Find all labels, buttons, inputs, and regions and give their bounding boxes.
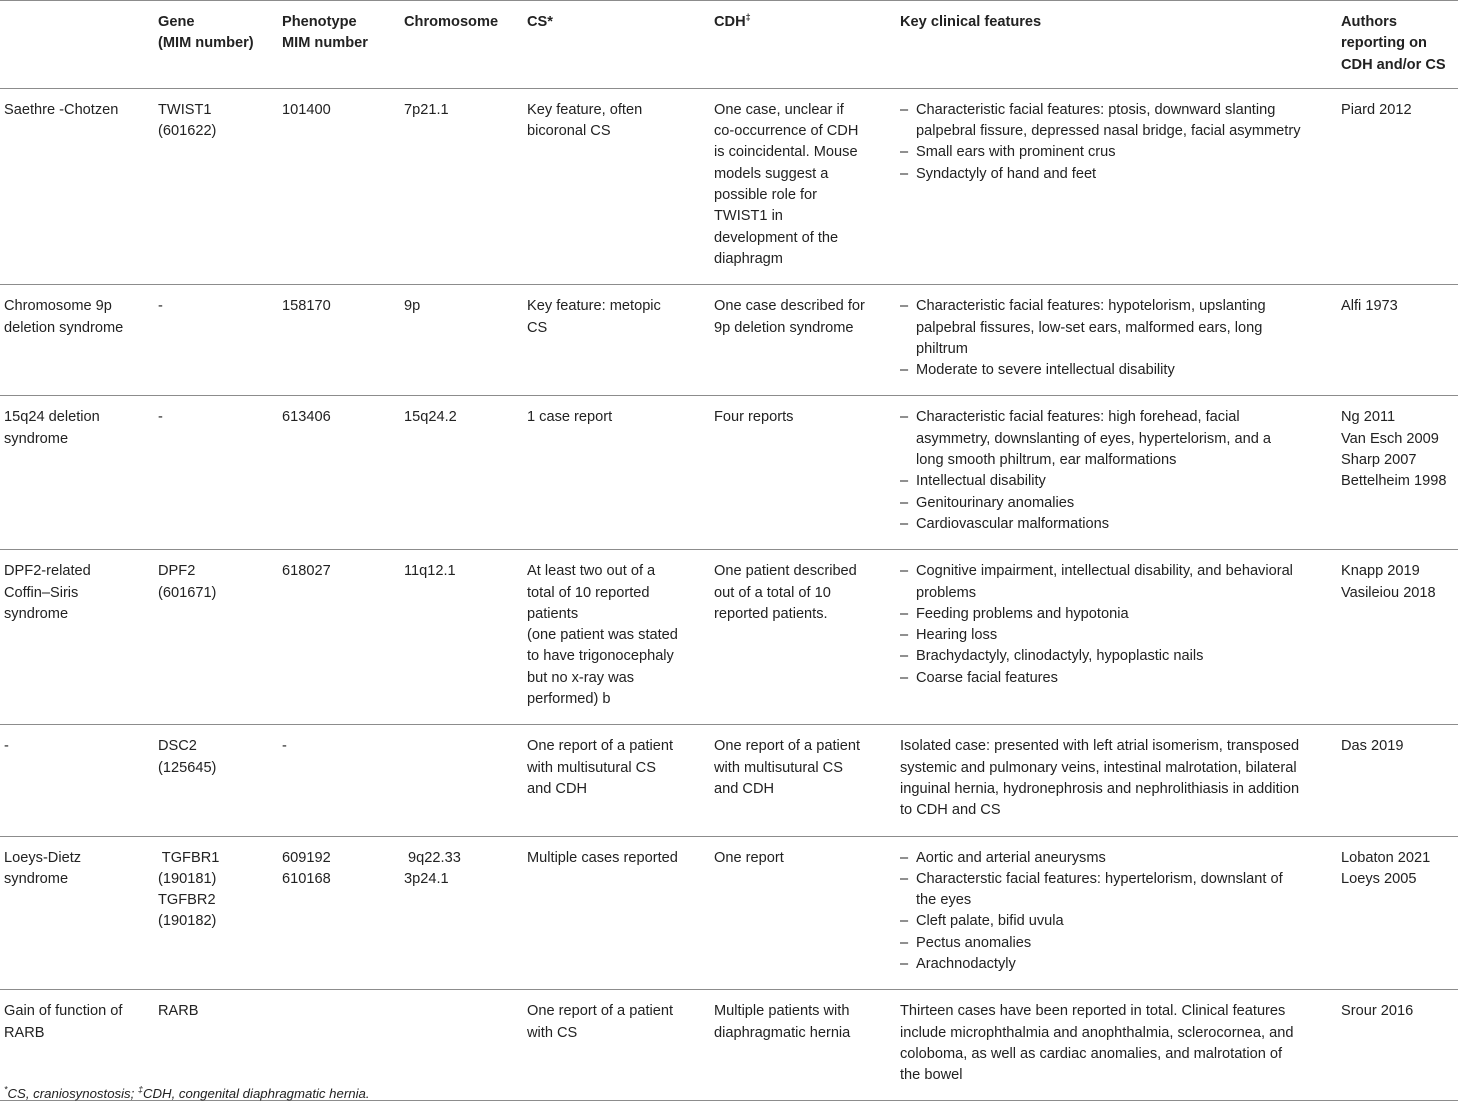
cell-line: philtrum xyxy=(916,340,968,357)
cell-cdh xyxy=(714,550,900,725)
cell-line: Gain of function of xyxy=(4,1003,123,1020)
cell-cdh xyxy=(714,88,900,284)
table-footnote xyxy=(4,1086,370,1102)
cell-line: – Cleft palate, bifid uvula xyxy=(916,913,1064,930)
cell-line: Thirteen cases have been reported in total. Clinical features xyxy=(900,1003,1286,1020)
cell-line: include microphthalmia and anophthalmia, sclerocornea, and xyxy=(900,1024,1294,1041)
cell-line: - xyxy=(282,738,287,755)
feature-item xyxy=(900,911,1341,932)
feature-list xyxy=(900,100,1341,185)
cell-cdh xyxy=(714,725,900,836)
cell-line: - xyxy=(158,298,163,315)
cell-chromosome xyxy=(404,990,527,1101)
cell-line: Multiple cases reported xyxy=(527,849,678,866)
footnote-text: CDH, congenital diaphragmatic hernia. xyxy=(143,1086,370,1101)
cell-line: RARB xyxy=(4,1024,45,1041)
feature-item xyxy=(900,296,1341,360)
cell-chromosome xyxy=(404,550,527,725)
cell-line: RARB xyxy=(158,1003,199,1020)
footnote-mark: * xyxy=(4,1084,8,1095)
cell-line: Key feature: metopic xyxy=(527,298,661,315)
cell-line: diaphragm xyxy=(714,250,783,267)
cell-line: development of the xyxy=(714,229,839,246)
cell-line: TGFBR2 xyxy=(158,892,216,909)
cell-line: – Characterstic facial features: hypertelorism, downslant of xyxy=(916,870,1283,887)
footnote-mark: ‡ xyxy=(137,1084,143,1095)
cell-line: One patient described xyxy=(714,563,857,580)
header-cdh-label: CDH xyxy=(714,14,746,30)
cell-line: Piard 2012 xyxy=(1341,101,1412,118)
cell-line: – Moderate to severe intellectual disability xyxy=(916,362,1175,379)
cell-line: TGFBR1 xyxy=(158,849,220,866)
cell-cdh xyxy=(714,285,900,396)
feature-item xyxy=(900,142,1341,163)
cell-line: total of 10 reported xyxy=(527,584,650,601)
cell-syndrome xyxy=(0,725,158,836)
cell-line: Loeys 2005 xyxy=(1341,870,1417,887)
cell-line: Alfi 1973 xyxy=(1341,298,1398,315)
table-row xyxy=(0,88,1458,284)
cell-syndrome xyxy=(0,990,158,1101)
cell-line: Ng 2011 xyxy=(1341,409,1396,426)
cell-line: – Small ears with prominent crus xyxy=(916,144,1116,161)
cell-line: – Cognitive impairment, intellectual disability, and behavioral xyxy=(916,563,1293,580)
header-authors xyxy=(1341,1,1458,89)
cell-features xyxy=(900,836,1341,990)
feature-item xyxy=(900,360,1341,381)
table-row xyxy=(0,396,1458,550)
cell-line: - xyxy=(4,738,9,755)
cell-cs xyxy=(527,836,714,990)
cell-line: 15q24.2 xyxy=(404,409,457,426)
cell-line: to CDH and CS xyxy=(900,802,1001,819)
cell-line: Isolated case: presented with left atrial isomerism, transposed xyxy=(900,738,1300,755)
feature-item xyxy=(900,493,1341,514)
cell-gene xyxy=(158,836,282,990)
cell-authors xyxy=(1341,725,1458,836)
cell-line: but no x-ray was xyxy=(527,669,635,686)
cell-line: with multisutural CS xyxy=(714,759,843,776)
header-line: Key clinical features xyxy=(900,14,1042,30)
cell-line: Bettelheim 1998 xyxy=(1341,473,1447,490)
cell-cdh xyxy=(714,836,900,990)
header-line: MIM number xyxy=(282,35,368,52)
feature-item xyxy=(900,848,1341,869)
cell-authors xyxy=(1341,990,1458,1101)
cell-features xyxy=(900,396,1341,550)
cell-line: 618027 xyxy=(282,563,331,580)
cell-syndrome xyxy=(0,836,158,990)
cell-line: 9q22.33 xyxy=(404,849,461,866)
table-row xyxy=(0,725,1458,836)
footnote-text: CS, craniosynostosis; xyxy=(7,1086,138,1101)
cell-line: Key feature, often xyxy=(527,101,643,118)
cell-cs xyxy=(527,88,714,284)
feature-item xyxy=(900,604,1341,625)
cell-line: (601671) xyxy=(158,584,217,601)
feature-item xyxy=(900,646,1341,667)
cell-line: with CS xyxy=(527,1024,578,1041)
cell-line: palpebral fissures, low-set ears, malformed ears, long xyxy=(916,319,1263,336)
cell-cs xyxy=(527,550,714,725)
header-cs-mark: * xyxy=(547,14,553,30)
cell-line: performed) b xyxy=(527,691,611,708)
cell-phenotype xyxy=(282,836,404,990)
cell-gene xyxy=(158,396,282,550)
cell-line: One report of a patient xyxy=(714,738,861,755)
cell-features xyxy=(900,990,1341,1101)
cell-line: syndrome xyxy=(4,870,69,887)
feature-item xyxy=(900,100,1341,143)
cell-line: inguinal hernia, hydronephrosis and nephrolithiasis in addition xyxy=(900,780,1300,797)
cell-line: (601622) xyxy=(158,123,217,140)
cell-chromosome xyxy=(404,285,527,396)
cell-line: One report of a patient xyxy=(527,738,674,755)
cell-line: Four reports xyxy=(714,409,794,426)
cell-syndrome xyxy=(0,285,158,396)
feature-item xyxy=(900,561,1341,604)
cell-features xyxy=(900,88,1341,284)
cell-line: One report xyxy=(714,849,784,866)
cell-line: TWIST1 xyxy=(158,101,212,118)
feature-list xyxy=(900,296,1341,381)
cell-line: co-occurrence of CDH xyxy=(714,123,859,140)
feature-item xyxy=(900,164,1341,185)
cell-line: 1 case report xyxy=(527,409,613,426)
cell-line: 3p24.1 xyxy=(404,870,449,887)
cell-line: syndrome xyxy=(4,605,69,622)
cell-line: – Feeding problems and hypotonia xyxy=(916,605,1129,622)
header-features xyxy=(900,1,1341,89)
cell-authors xyxy=(1341,550,1458,725)
cell-chromosome xyxy=(404,396,527,550)
cell-line: (190181) xyxy=(158,870,217,887)
cell-line: One report of a patient xyxy=(527,1003,674,1020)
cell-cdh xyxy=(714,990,900,1101)
cell-line: One case, unclear if xyxy=(714,101,844,118)
header-line: reporting on xyxy=(1341,35,1427,52)
cell-features xyxy=(900,550,1341,725)
cell-line: is coincidental. Mouse xyxy=(714,144,858,161)
feature-item xyxy=(900,933,1341,954)
cell-line: 613406 xyxy=(282,409,331,426)
cell-phenotype xyxy=(282,990,404,1101)
cell-authors xyxy=(1341,836,1458,990)
cell-gene xyxy=(158,725,282,836)
table-row xyxy=(0,285,1458,396)
table-row xyxy=(0,550,1458,725)
cell-line: DPF2-related xyxy=(4,563,91,580)
cell-line: TWIST1 in xyxy=(714,208,783,225)
header-cdh-mark: ‡ xyxy=(745,12,751,23)
cell-syndrome xyxy=(0,88,158,284)
cell-line: Chromosome 9p xyxy=(4,298,112,315)
header-line: Phenotype xyxy=(282,14,357,30)
cell-line: Das 2019 xyxy=(1341,738,1404,755)
header-line: Chromosome xyxy=(404,14,499,30)
cell-line: (125645) xyxy=(158,759,217,776)
feature-item xyxy=(900,668,1341,689)
cell-line: – Hearing loss xyxy=(916,627,998,644)
cell-line: Coffin–Siris xyxy=(4,584,79,601)
cell-line: – Characteristic facial features: high forehead, facial xyxy=(916,409,1240,426)
cell-line: bicoronal CS xyxy=(527,123,611,140)
cell-cdh xyxy=(714,396,900,550)
cell-line: 11q12.1 xyxy=(404,563,456,580)
header-line: Authors xyxy=(1341,14,1397,30)
header-line: (MIM number) xyxy=(158,35,254,52)
cell-gene xyxy=(158,550,282,725)
cell-line: (one patient was stated xyxy=(527,627,678,644)
cell-phenotype xyxy=(282,550,404,725)
cell-line: the bowel xyxy=(900,1067,963,1084)
cell-line: diaphragmatic hernia xyxy=(714,1024,851,1041)
cell-line: One case described for xyxy=(714,298,865,315)
header-syndrome xyxy=(0,1,158,89)
cell-line: 101400 xyxy=(282,101,331,118)
header-phenotype xyxy=(282,1,404,89)
cell-cs xyxy=(527,725,714,836)
cell-cs xyxy=(527,990,714,1101)
cell-line: – Characteristic facial features: hypotelorism, upslanting xyxy=(916,298,1266,315)
cell-line: 158170 xyxy=(282,298,331,315)
cell-line: – Intellectual disability xyxy=(916,473,1046,490)
cell-line: – Genitourinary anomalies xyxy=(916,494,1075,511)
cell-line: - xyxy=(158,409,163,426)
cell-line: – Aortic and arterial aneurysms xyxy=(916,849,1106,866)
cell-cs xyxy=(527,285,714,396)
cell-line: Loeys-Dietz xyxy=(4,849,82,866)
cell-phenotype xyxy=(282,88,404,284)
feature-item xyxy=(900,869,1341,912)
header-line: CDH and/or CS xyxy=(1341,56,1446,73)
header-line: Gene xyxy=(158,14,195,30)
cell-line: Multiple patients with xyxy=(714,1003,850,1020)
cell-line: and CDH xyxy=(527,780,588,797)
cell-line: (190182) xyxy=(158,913,217,930)
cell-gene xyxy=(158,285,282,396)
cell-line: DSC2 xyxy=(158,738,197,755)
cell-line: coloboma, as well as cardiac anomalies, and malrotation of xyxy=(900,1045,1283,1062)
cell-line: out of a total of 10 xyxy=(714,584,831,601)
cell-line: asymmetry, downslanting of eyes, hypertelorism, and a xyxy=(916,430,1272,447)
feature-list xyxy=(900,561,1341,689)
cell-line: to have trigonocephaly xyxy=(527,648,674,665)
cell-syndrome xyxy=(0,396,158,550)
cell-line: – Pectus anomalies xyxy=(916,934,1032,951)
cell-features xyxy=(900,725,1341,836)
feature-list xyxy=(900,848,1341,976)
cell-line: 609192 xyxy=(282,849,331,866)
cell-chromosome xyxy=(404,725,527,836)
cell-line: – Arachnodactyly xyxy=(916,955,1016,972)
cell-line: – Brachydactyly, clinodactyly, hypoplastic nails xyxy=(916,648,1204,665)
cell-line: – Syndactyly of hand and feet xyxy=(916,165,1097,182)
cell-line: 15q24 deletion xyxy=(4,409,100,426)
feature-list xyxy=(900,407,1341,535)
cell-line: Knapp 2019 xyxy=(1341,563,1420,580)
cell-line: Lobaton 2021 xyxy=(1341,849,1431,866)
cell-line: – Cardiovascular malformations xyxy=(916,515,1110,532)
cell-authors xyxy=(1341,396,1458,550)
cell-phenotype xyxy=(282,725,404,836)
cell-line: 9p deletion syndrome xyxy=(714,319,854,336)
cell-chromosome xyxy=(404,88,527,284)
cell-line: possible role for xyxy=(714,187,818,204)
feature-item xyxy=(900,471,1341,492)
cell-line: CS xyxy=(527,319,548,336)
cell-phenotype xyxy=(282,396,404,550)
cell-line: reported patients. xyxy=(714,605,828,622)
header-cs-label: CS xyxy=(527,14,548,30)
cell-cs xyxy=(527,396,714,550)
feature-item xyxy=(900,954,1341,975)
cell-features xyxy=(900,285,1341,396)
cell-line: Saethre -Chotzen xyxy=(4,101,119,118)
feature-item xyxy=(900,514,1341,535)
table-row xyxy=(0,836,1458,990)
cell-line: models suggest a xyxy=(714,165,829,182)
cell-line: DPF2 xyxy=(158,563,196,580)
cell-line: 9p xyxy=(404,298,421,315)
cell-line: patients xyxy=(527,605,579,622)
cell-line: 7p21.1 xyxy=(404,101,449,118)
header-cs xyxy=(527,1,714,89)
table-row xyxy=(0,990,1458,1101)
cell-gene xyxy=(158,88,282,284)
header-row xyxy=(0,1,1458,89)
cell-line: with multisutural CS xyxy=(527,759,656,776)
cell-line: deletion syndrome xyxy=(4,319,124,336)
feature-item xyxy=(900,407,1341,471)
cell-line: 610168 xyxy=(282,870,331,887)
cell-line: – Coarse facial features xyxy=(916,669,1058,686)
header-chromosome xyxy=(404,1,527,89)
cell-line: Vasileiou 2018 xyxy=(1341,584,1436,601)
cell-line: systemic and pulmonary veins, intestinal malrotation, bilateral xyxy=(900,759,1297,776)
cell-line: Srour 2016 xyxy=(1341,1003,1414,1020)
cell-line: problems xyxy=(916,584,977,601)
cell-line: the eyes xyxy=(916,892,972,909)
cell-line: Sharp 2007 xyxy=(1341,452,1417,469)
header-cdh xyxy=(714,1,900,89)
cell-line: – Characteristic facial features: ptosis, downward slanting xyxy=(916,101,1276,118)
cell-line: At least two out of a xyxy=(527,563,656,580)
cell-syndrome xyxy=(0,550,158,725)
cell-phenotype xyxy=(282,285,404,396)
cell-line: palpebral fissure, depressed nasal bridge, facial asymmetry xyxy=(916,123,1301,140)
cell-line: long smooth philtrum, ear malformations xyxy=(916,452,1177,469)
cell-chromosome xyxy=(404,836,527,990)
feature-item xyxy=(900,625,1341,646)
cell-line: Van Esch 2009 xyxy=(1341,430,1439,447)
cell-authors xyxy=(1341,285,1458,396)
cell-gene xyxy=(158,990,282,1101)
cell-line: syndrome xyxy=(4,430,69,447)
cell-authors xyxy=(1341,88,1458,284)
header-gene xyxy=(158,1,282,89)
cell-line: and CDH xyxy=(714,780,775,797)
